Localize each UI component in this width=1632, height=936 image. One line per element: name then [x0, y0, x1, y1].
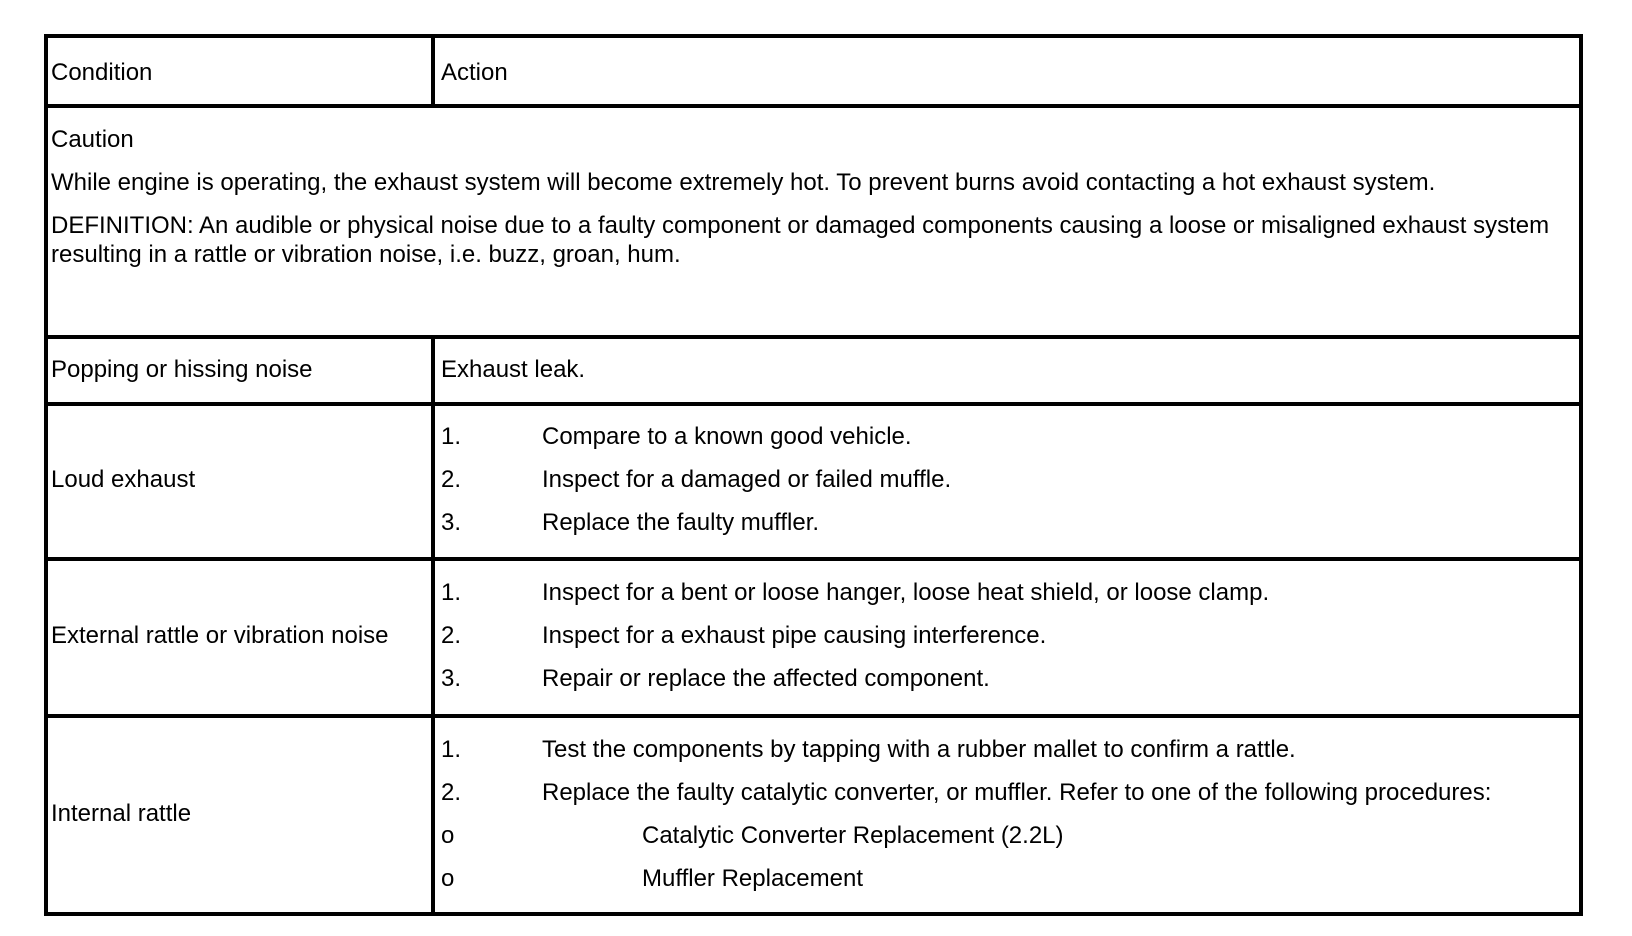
action-cell: Exhaust leak. — [441, 356, 586, 383]
bullet-marker: o — [441, 865, 455, 892]
step-number: 3. — [441, 665, 462, 692]
procedure-link-text: Catalytic Converter Replacement (2.2L) — [642, 822, 1064, 849]
step-text: Compare to a known good vehicle. — [542, 423, 912, 450]
row-divider — [48, 557, 1579, 561]
row-divider — [48, 402, 1579, 406]
step-text: Inspect for a damaged or failed muffle. — [542, 466, 952, 493]
step-text: Inspect for a bent or loose hanger, loose heat shield, or loose clamp. — [542, 579, 1270, 606]
column-divider — [431, 38, 435, 104]
caution-warning: While engine is operating, the exhaust system will become extremely hot. To prevent burns avoid contacting a hot exhaust system. — [51, 169, 1436, 196]
condition-cell: Popping or hissing noise — [51, 356, 313, 383]
row-divider — [48, 714, 1579, 718]
condition-cell: Loud exhaust — [51, 466, 196, 493]
procedure-link-text: Muffler Replacement — [642, 865, 863, 892]
step-number: 3. — [441, 509, 462, 536]
step-text: Test the components by tapping with a rubber mallet to confirm a rattle. — [542, 736, 1296, 763]
bullet-marker: o — [441, 822, 455, 849]
row-divider — [48, 104, 1579, 108]
column-divider — [431, 335, 435, 916]
condition-cell: Internal rattle — [51, 800, 192, 827]
condition-cell: External rattle or vibration noise — [51, 622, 389, 649]
step-number: 2. — [441, 622, 462, 649]
step-number: 1. — [441, 579, 462, 606]
step-number: 1. — [441, 423, 462, 450]
step-text: Repair or replace the affected component. — [542, 665, 990, 692]
header-action: Action — [441, 59, 508, 86]
caution-definition: DEFINITION: An audible or physical noise due to a faulty component or damaged components causing a loose or misaligned exhaust system resulting in a rattle or vibration noise, i.e. buzz, groan, hum. — [51, 212, 1550, 268]
step-text: Inspect for a exhaust pipe causing interference. — [542, 622, 1047, 649]
step-number: 2. — [441, 779, 462, 806]
step-number: 1. — [441, 736, 462, 763]
diagnostic-table — [44, 34, 1583, 916]
step-text: Replace the faulty muffler. — [542, 509, 820, 536]
row-divider — [48, 335, 1579, 339]
step-text: Replace the faulty catalytic converter, or muffler. Refer to one of the following procedures: — [542, 779, 1492, 806]
step-number: 2. — [441, 466, 462, 493]
caution-title: Caution — [51, 126, 134, 153]
header-condition: Condition — [51, 59, 153, 86]
